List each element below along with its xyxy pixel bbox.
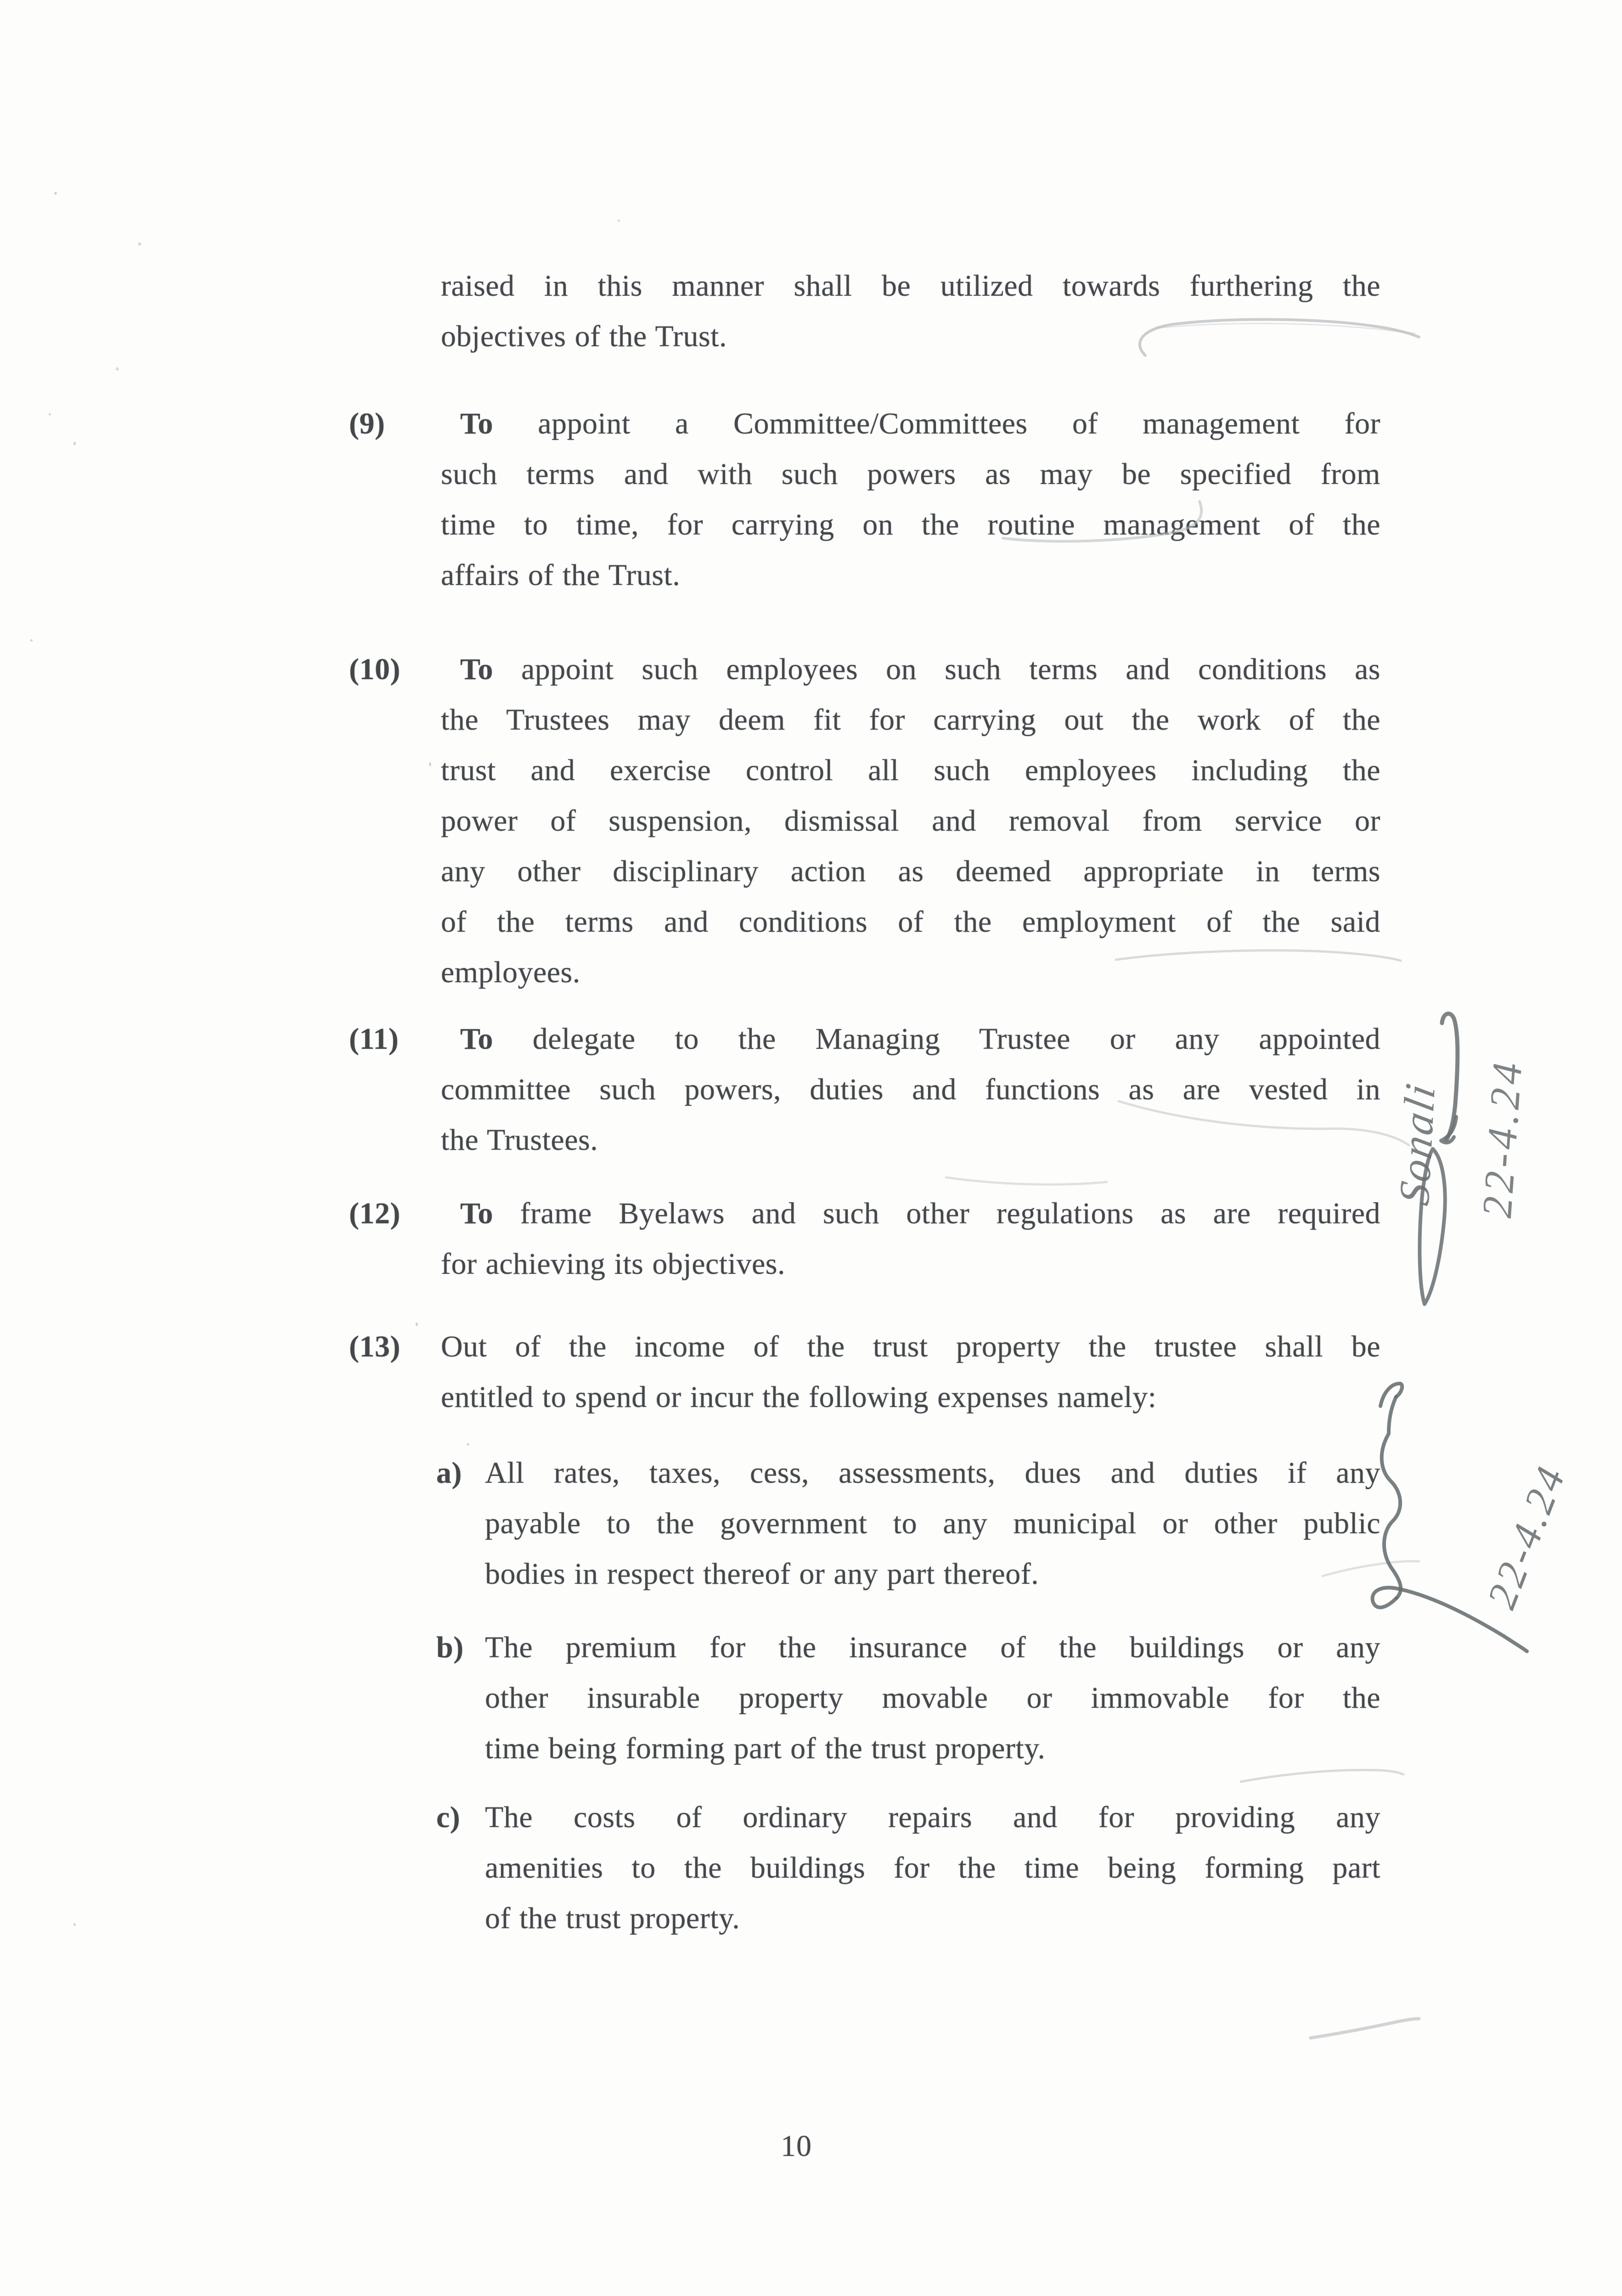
subitem-a: [436, 1448, 1380, 1599]
text-line: the Trustees.: [441, 1123, 598, 1157]
text-line: the Trustees may deem fit for carrying out the work of the: [441, 703, 1380, 737]
text-line: for achieving its objectives.: [441, 1247, 785, 1281]
text-line: To delegate to the Managing Trustee or any appointed: [460, 1022, 1380, 1056]
text-line: entitled to spend or incur the following expenses namely:: [441, 1380, 1157, 1414]
pencil-stroke-under-trustees: [946, 1177, 1107, 1184]
subitem-letter: c): [436, 1801, 461, 1834]
clause-text: [441, 1322, 1380, 1423]
text-line: Out of the income of the trust property the trustee shall be: [441, 1330, 1380, 1363]
text-line: committee such powers, duties and functions as are vested in: [441, 1073, 1380, 1106]
text-line: amenities to the buildings for the time being forming part: [485, 1851, 1380, 1885]
scan-speck: [429, 762, 431, 766]
clause-12: [349, 1188, 1380, 1289]
text-line: affairs of the Trust.: [441, 558, 681, 592]
text-line: of the trust property.: [485, 1902, 740, 1935]
clause-text: [441, 1188, 1380, 1289]
text-line: trust and exercise control all such employees including the: [441, 754, 1380, 787]
text-line: employees.: [441, 956, 580, 989]
text-line: power of suspension, dismissal and removal from service or: [441, 804, 1380, 838]
subitem-letter: a): [436, 1456, 462, 1490]
clause-number: (9): [349, 407, 385, 440]
clause-number: (10): [349, 653, 400, 686]
scan-speck: [73, 442, 76, 445]
pencil-stroke-bottom: [1311, 2019, 1419, 2038]
text-line: time being forming part of the trust property.: [485, 1732, 1046, 1765]
scan-speck: [49, 413, 51, 416]
text-line: raised in this manner shall be utilized towards furthering the: [441, 269, 1380, 303]
clause-number: (12): [349, 1197, 400, 1230]
text-line: time to time, for carrying on the routine management of the: [441, 508, 1380, 541]
subitem-text: [485, 1448, 1380, 1599]
scan-speck: [30, 639, 33, 642]
signature-2-body: [1382, 1397, 1401, 1598]
scan-speck: [54, 192, 57, 195]
clause-number: (11): [349, 1022, 399, 1056]
text-line: To appoint a Committee/Committees of management for: [460, 407, 1380, 440]
scan-speck: [73, 1923, 76, 1926]
text-line: To appoint such employees on such terms and conditions as: [460, 653, 1380, 686]
scan-speck: [138, 242, 141, 246]
text-line: To frame Byelaws and such other regulations as are required: [460, 1197, 1380, 1230]
clause-text: [441, 399, 1380, 601]
subitem-letter: b): [436, 1631, 464, 1664]
text-line: The costs of ordinary repairs and for providing any: [485, 1801, 1380, 1834]
signature-1-date: 22-4.24: [1473, 1057, 1531, 1220]
text-line: bodies in respect thereof or any part thereof.: [485, 1557, 1039, 1591]
scan-speck: [116, 367, 119, 371]
signature-1-scrawl: [1442, 1013, 1458, 1140]
text-line: such terms and with such powers as may be specified from: [441, 457, 1380, 491]
page-number: 10: [781, 2129, 812, 2163]
text-line: The premium for the insurance of the buildings or any: [485, 1631, 1380, 1664]
signature-2-date: 22-4.24: [1478, 1458, 1575, 1615]
intro-text: [441, 261, 1380, 362]
clause-11: [349, 1014, 1380, 1165]
text-line: payable to the government to any municipal or other public: [485, 1507, 1380, 1540]
subitem-b: [436, 1622, 1380, 1774]
scan-speck: [416, 1322, 418, 1326]
clause-13: [349, 1322, 1380, 1423]
clause-text: [441, 644, 1380, 998]
subitem-c: [436, 1792, 1380, 1944]
scan-speck: [618, 219, 620, 222]
signature-1-name: Sonali: [1390, 1078, 1444, 1209]
clause-9: [349, 399, 1380, 601]
text-line: All rates, taxes, cess, assessments, dues and duties if any: [485, 1456, 1380, 1490]
signature-2-flag: [1380, 1384, 1402, 1406]
clause-text: [441, 1014, 1380, 1165]
intro-paragraph: [441, 261, 1380, 362]
scan-speck: [467, 1443, 469, 1446]
text-line: other insurable property movable or immovable for the: [485, 1681, 1380, 1715]
text-line: any other disciplinary action as deemed appropriate in terms: [441, 855, 1380, 888]
text-line: of the terms and conditions of the employment of the said: [441, 905, 1380, 939]
subitem-text: [485, 1622, 1380, 1774]
clause-number: (13): [349, 1330, 400, 1363]
subitem-text: [485, 1792, 1380, 1944]
clause-10: [349, 644, 1380, 998]
text-line: objectives of the Trust.: [441, 320, 727, 353]
